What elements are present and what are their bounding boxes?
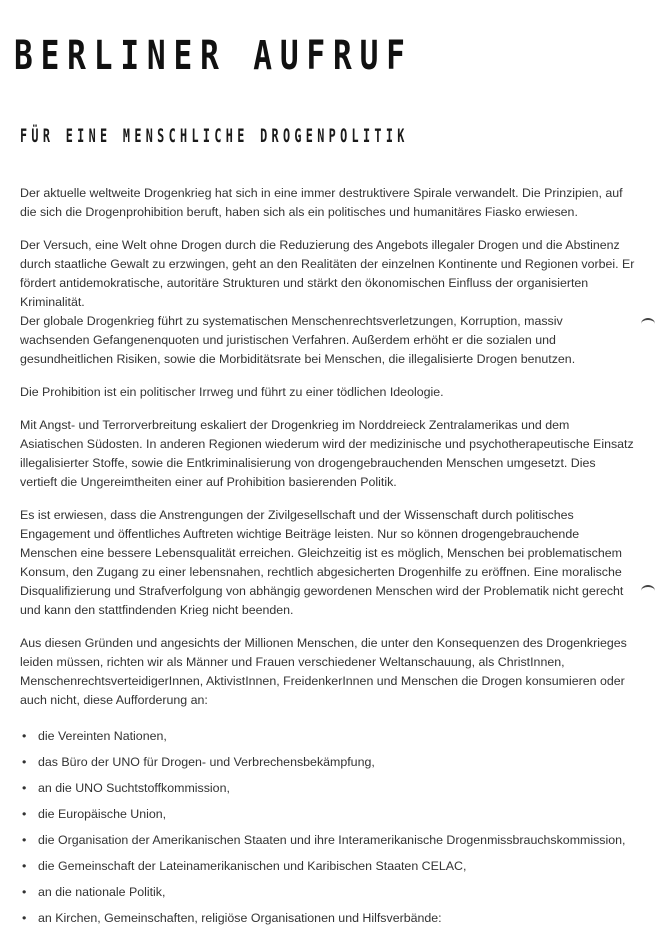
document-body — [20, 184, 635, 935]
paragraph-attempt: Der Versuch, eine Welt ohne Drogen durch die Reduzierung des Angebots illegaler Drogen und die Abstinenz durch staatliche Gewalt zu erzwingen, geht an den Realitäten der einzelnen Kontinente und Regionen vorbei. Er fördert antidemokratische, autoritäre Strukturen und stärkt den ökonomischen Einfluss der organisierten Kriminalität. — [20, 238, 635, 309]
bullet-icon: • — [22, 859, 27, 873]
binder-hole-icon — [641, 318, 655, 330]
list-item — [20, 909, 635, 935]
binder-hole-icon — [641, 585, 655, 597]
bullet-icon: • — [22, 755, 27, 769]
list-item-text: die Vereinten Nationen, — [38, 729, 167, 743]
bullet-icon: • — [22, 729, 27, 743]
paragraph-appeal: Aus diesen Gründen und angesichts der Millionen Menschen, die unter den Konsequenzen des Drogenkrieges leiden müssen, richten wir als Männer und Frauen verschiedener Weltanschauung, als ChristInnen, MenschenrechtsverteidigerInnen, AktivistInnen, FreidenkerInnen und Menschen die Drogen konsumieren oder auch nicht, diese Aufforderung an: — [20, 636, 627, 707]
list-item — [20, 831, 635, 857]
bullet-icon: • — [22, 911, 27, 925]
paragraph-global-war: Der globale Drogenkrieg führt zu systematischen Menschenrechtsverletzungen, Korruption, massiv wachsenden Gefangenenquoten und juristischen Verfahren. Außerdem erhöht er die sozialen und gesundheitlichen Risiken, sowie die Morbiditätsrate bei Menschen, die illegalisierte Drogen benutzen. — [20, 314, 576, 366]
list-item-text: an die nationale Politik, — [38, 885, 166, 899]
bullet-icon: • — [22, 807, 27, 821]
paragraph-intro: Der aktuelle weltweite Drogenkrieg hat sich in eine immer destruktivere Spirale verwandelt. Die Prinzipien, auf die sich die Drogenprohibition beruft, haben sich als ein politisches und humanitäres Fiasko erwiesen. — [20, 186, 623, 219]
paragraph-civil-society: Es ist erwiesen, dass die Anstrengungen der Zivilgesellschaft und der Wissenschaft durch politisches Engagement und öffentliches Auftreten wichtige Beiträge leisten. Nur so können drogengebrauchende Menschen eine bessere Lebensqualität erreichen. Gleichzeitig ist es möglich, Menschen bei problematischem Konsum, den Zugang zu einer lebensnahen, rechtlich abgesicherten Drogenhilfe zu eröffnen. Eine moralische Disqualifizierung und Strafverfolgung von abhängig gewordenen Menschen wird der Problematik nicht gerecht und kann den stattfindenden Krieg nicht beenden. — [20, 508, 624, 617]
paragraph-prohibition: Die Prohibition ist ein politischer Irrweg und führt zu einer tödlichen Ideologie. — [20, 385, 444, 399]
paragraph-escalation: Mit Angst- und Terrorverbreitung eskaliert der Drogenkrieg im Norddreieck Zentralamerikas und dem Asiatischen Südosten. In anderen Regionen wiederum wird der medizinische und psychotherapeutische Einsatz illegalisierter Stoffe, sowie die Entkriminalisierung von drogengebrauchenden Menschen umgesetzt. Dies vertieft die Ungereimtheiten einer auf Prohibition basierenden Politik. — [20, 418, 634, 489]
bullet-icon: • — [22, 885, 27, 899]
bullet-icon: • — [22, 781, 27, 795]
list-item-text: die Organisation der Amerikanischen Staaten und ihre Interamerikanische Drogenmissbrauchskommission, — [38, 833, 626, 847]
list-item-text: die Gemeinschaft der Lateinamerikanischen und Karibischen Staaten CELAC, — [38, 859, 467, 873]
list-item-text: die Europäische Union, — [38, 807, 167, 821]
list-item — [20, 727, 635, 753]
list-item — [20, 883, 635, 909]
list-item — [20, 753, 635, 779]
addressee-list — [20, 727, 635, 935]
document-title: BERLINER AUFRUF — [14, 33, 413, 79]
list-item — [20, 805, 635, 831]
list-item-text: an Kirchen, Gemeinschaften, religiöse Organisationen und Hilfsverbände: — [38, 911, 442, 925]
document-subtitle: FÜR EINE MENSCHLICHE DROGENPOLITIK — [20, 125, 409, 147]
list-item — [20, 779, 635, 805]
list-item-text: das Büro der UNO für Drogen- und Verbrechensbekämpfung, — [38, 755, 375, 769]
list-item-text: an die UNO Suchtstoffkommission, — [38, 781, 230, 795]
list-item — [20, 857, 635, 883]
bullet-icon: • — [22, 833, 27, 847]
